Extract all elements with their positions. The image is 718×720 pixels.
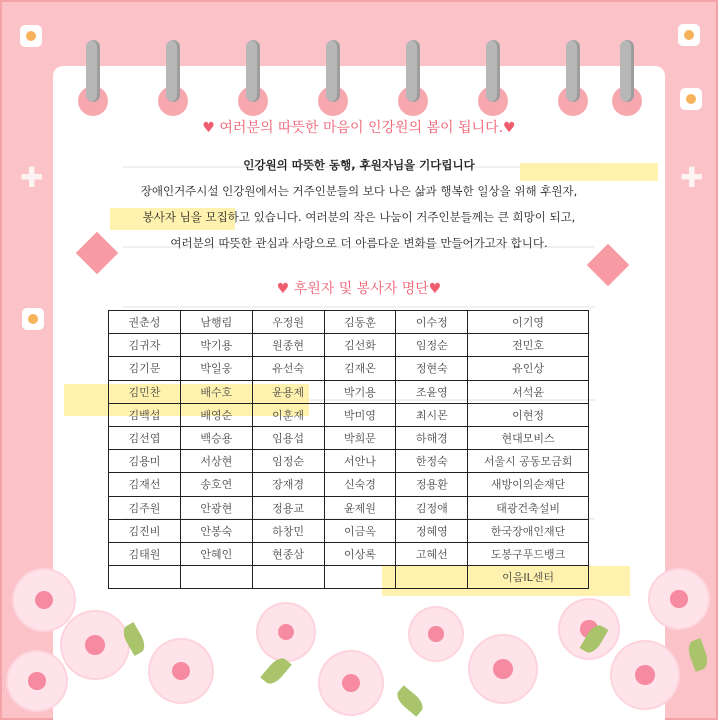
table-cell: 원종현 bbox=[252, 334, 324, 357]
flower-square-icon bbox=[678, 24, 700, 46]
table-cell: 김동훈 bbox=[324, 311, 396, 334]
table-cell: 유인상 bbox=[468, 357, 589, 380]
cherry-blossom-icon bbox=[320, 652, 382, 714]
table-cell: 우정원 bbox=[252, 311, 324, 334]
table-cell: 윤용제 bbox=[252, 380, 324, 403]
table-cell: 한정숙 bbox=[396, 450, 468, 473]
table-cell: 김재선 bbox=[109, 473, 181, 496]
flower-square-icon bbox=[22, 308, 44, 330]
table-cell: 이훈재 bbox=[252, 403, 324, 426]
table-row bbox=[109, 311, 589, 334]
cherry-blossom-icon bbox=[410, 608, 462, 660]
table-cell: 윤제원 bbox=[324, 496, 396, 519]
cherry-blossom-icon bbox=[8, 652, 66, 710]
table-cell: 고혜선 bbox=[396, 542, 468, 565]
table-cell: 현대모비스 bbox=[468, 426, 589, 449]
cherry-blossom-icon bbox=[612, 642, 678, 708]
table-row bbox=[109, 426, 589, 449]
table-cell: 김진비 bbox=[109, 519, 181, 542]
table-cell: 김선화 bbox=[324, 334, 396, 357]
cherry-blossom-icon bbox=[650, 570, 708, 628]
table-cell: 박기용 bbox=[180, 334, 252, 357]
table-cell: 김태원 bbox=[109, 542, 181, 565]
table-cell: 신숙경 bbox=[324, 473, 396, 496]
binder-ring bbox=[406, 40, 420, 102]
table-cell: 김선엽 bbox=[109, 426, 181, 449]
intro-line: 봉사자 님을 모집하고 있습니다. 여러분의 작은 나눔이 거주인분들께는 큰 희망이 되고, bbox=[142, 210, 576, 224]
table-cell: 정혜영 bbox=[396, 519, 468, 542]
binder-ring bbox=[166, 40, 180, 102]
table-cell: 서안나 bbox=[324, 450, 396, 473]
binder-ring bbox=[246, 40, 260, 102]
table-cell: 현종삼 bbox=[252, 542, 324, 565]
table-cell: 배수호 bbox=[180, 380, 252, 403]
table-cell: 김재온 bbox=[324, 357, 396, 380]
table-cell: 김정애 bbox=[396, 496, 468, 519]
table-cell: 임정순 bbox=[252, 450, 324, 473]
intro-line: 장애인거주시설 인강원에서는 거주인분들의 보다 나은 삶과 행복한 일상을 위해 후원자, bbox=[140, 184, 578, 198]
table-cell: 이수정 bbox=[396, 311, 468, 334]
binder-ring bbox=[486, 40, 500, 102]
slogan-title: ♥ 여러분의 따뜻한 마음이 인강원의 봄이 됩니다.♥ bbox=[202, 120, 516, 136]
table-cell: 김민찬 bbox=[109, 380, 181, 403]
table-cell bbox=[396, 566, 468, 589]
cherry-blossom-icon bbox=[14, 570, 74, 630]
table-cell: 하창민 bbox=[252, 519, 324, 542]
flower-square-icon bbox=[680, 88, 702, 110]
table-cell: 김기문 bbox=[109, 357, 181, 380]
table-cell: 안광현 bbox=[180, 496, 252, 519]
table-cell: 김백섭 bbox=[109, 403, 181, 426]
table-cell: 임용섭 bbox=[252, 426, 324, 449]
intro-heading: 인강원의 따뜻한 동행, 후원자님을 기다립니다 bbox=[243, 158, 475, 172]
table-cell: 정용교 bbox=[252, 496, 324, 519]
table-cell: 이음IL센터 bbox=[468, 566, 589, 589]
table-row bbox=[109, 473, 589, 496]
table-row bbox=[109, 450, 589, 473]
table-row bbox=[109, 566, 589, 589]
table-cell: 배영순 bbox=[180, 403, 252, 426]
binder-ring bbox=[86, 40, 100, 102]
table-cell: 송호연 bbox=[180, 473, 252, 496]
table-row bbox=[109, 334, 589, 357]
flower-square-icon bbox=[20, 25, 42, 47]
cherry-blossom-icon bbox=[62, 612, 128, 678]
table-cell bbox=[252, 566, 324, 589]
table-cell: 정용환 bbox=[396, 473, 468, 496]
binder-ring bbox=[566, 40, 580, 102]
table-cell: 남행림 bbox=[180, 311, 252, 334]
binder-ring bbox=[620, 40, 634, 102]
table-cell: 최시몬 bbox=[396, 403, 468, 426]
table-cell: 도봉구푸드뱅크 bbox=[468, 542, 589, 565]
table-cell: 서석윤 bbox=[468, 380, 589, 403]
table-row bbox=[109, 357, 589, 380]
table-cell: 전민호 bbox=[468, 334, 589, 357]
table-cell: 조윤영 bbox=[396, 380, 468, 403]
cherry-blossom-icon bbox=[470, 636, 536, 702]
table-cell: 서울시 공동모금회 bbox=[468, 450, 589, 473]
table-cell: 새방이의순재단 bbox=[468, 473, 589, 496]
donor-table bbox=[108, 310, 589, 589]
table-cell: 이기영 bbox=[468, 311, 589, 334]
table-cell bbox=[109, 566, 181, 589]
table-cell: 박기용 bbox=[324, 380, 396, 403]
table-cell: 임정순 bbox=[396, 334, 468, 357]
ruled-line bbox=[123, 306, 595, 308]
table-cell: 이금옥 bbox=[324, 519, 396, 542]
table-cell: 김귀자 bbox=[109, 334, 181, 357]
cherry-blossom-icon bbox=[150, 640, 212, 702]
table-row bbox=[109, 542, 589, 565]
binder-ring bbox=[326, 40, 340, 102]
table-row bbox=[109, 380, 589, 403]
table-cell: 김주원 bbox=[109, 496, 181, 519]
table-cell bbox=[180, 566, 252, 589]
table-cell: 이현정 bbox=[468, 403, 589, 426]
table-cell: 김용미 bbox=[109, 450, 181, 473]
table-cell: 한국장애인재단 bbox=[468, 519, 589, 542]
table-cell: 안혜인 bbox=[180, 542, 252, 565]
table-cell: 유선숙 bbox=[252, 357, 324, 380]
table-cell: 태광건축설비 bbox=[468, 496, 589, 519]
table-cell: 안봉숙 bbox=[180, 519, 252, 542]
table-cell: 정현숙 bbox=[396, 357, 468, 380]
table-cell: 권춘성 bbox=[109, 311, 181, 334]
table-cell: 박일웅 bbox=[180, 357, 252, 380]
sparkle-icon: ✚ bbox=[20, 161, 44, 194]
table-row bbox=[109, 496, 589, 519]
table-cell: 이상록 bbox=[324, 542, 396, 565]
cherry-blossom-icon bbox=[258, 604, 314, 660]
table-cell: 장재경 bbox=[252, 473, 324, 496]
table-cell: 하해경 bbox=[396, 426, 468, 449]
table-cell bbox=[324, 566, 396, 589]
intro-text bbox=[0, 152, 718, 256]
table-cell: 박희문 bbox=[324, 426, 396, 449]
table-cell: 박미영 bbox=[324, 403, 396, 426]
sparkle-icon: ✚ bbox=[680, 161, 704, 194]
list-title: ♥ 후원자 및 봉사자 명단♥ bbox=[276, 281, 442, 297]
table-cell: 서상현 bbox=[180, 450, 252, 473]
table-row bbox=[109, 403, 589, 426]
table-row bbox=[109, 519, 589, 542]
table-cell: 백승용 bbox=[180, 426, 252, 449]
intro-line: 여러분의 따뜻한 관심과 사랑으로 더 아름다운 변화를 만들어가고자 합니다. bbox=[170, 236, 548, 250]
